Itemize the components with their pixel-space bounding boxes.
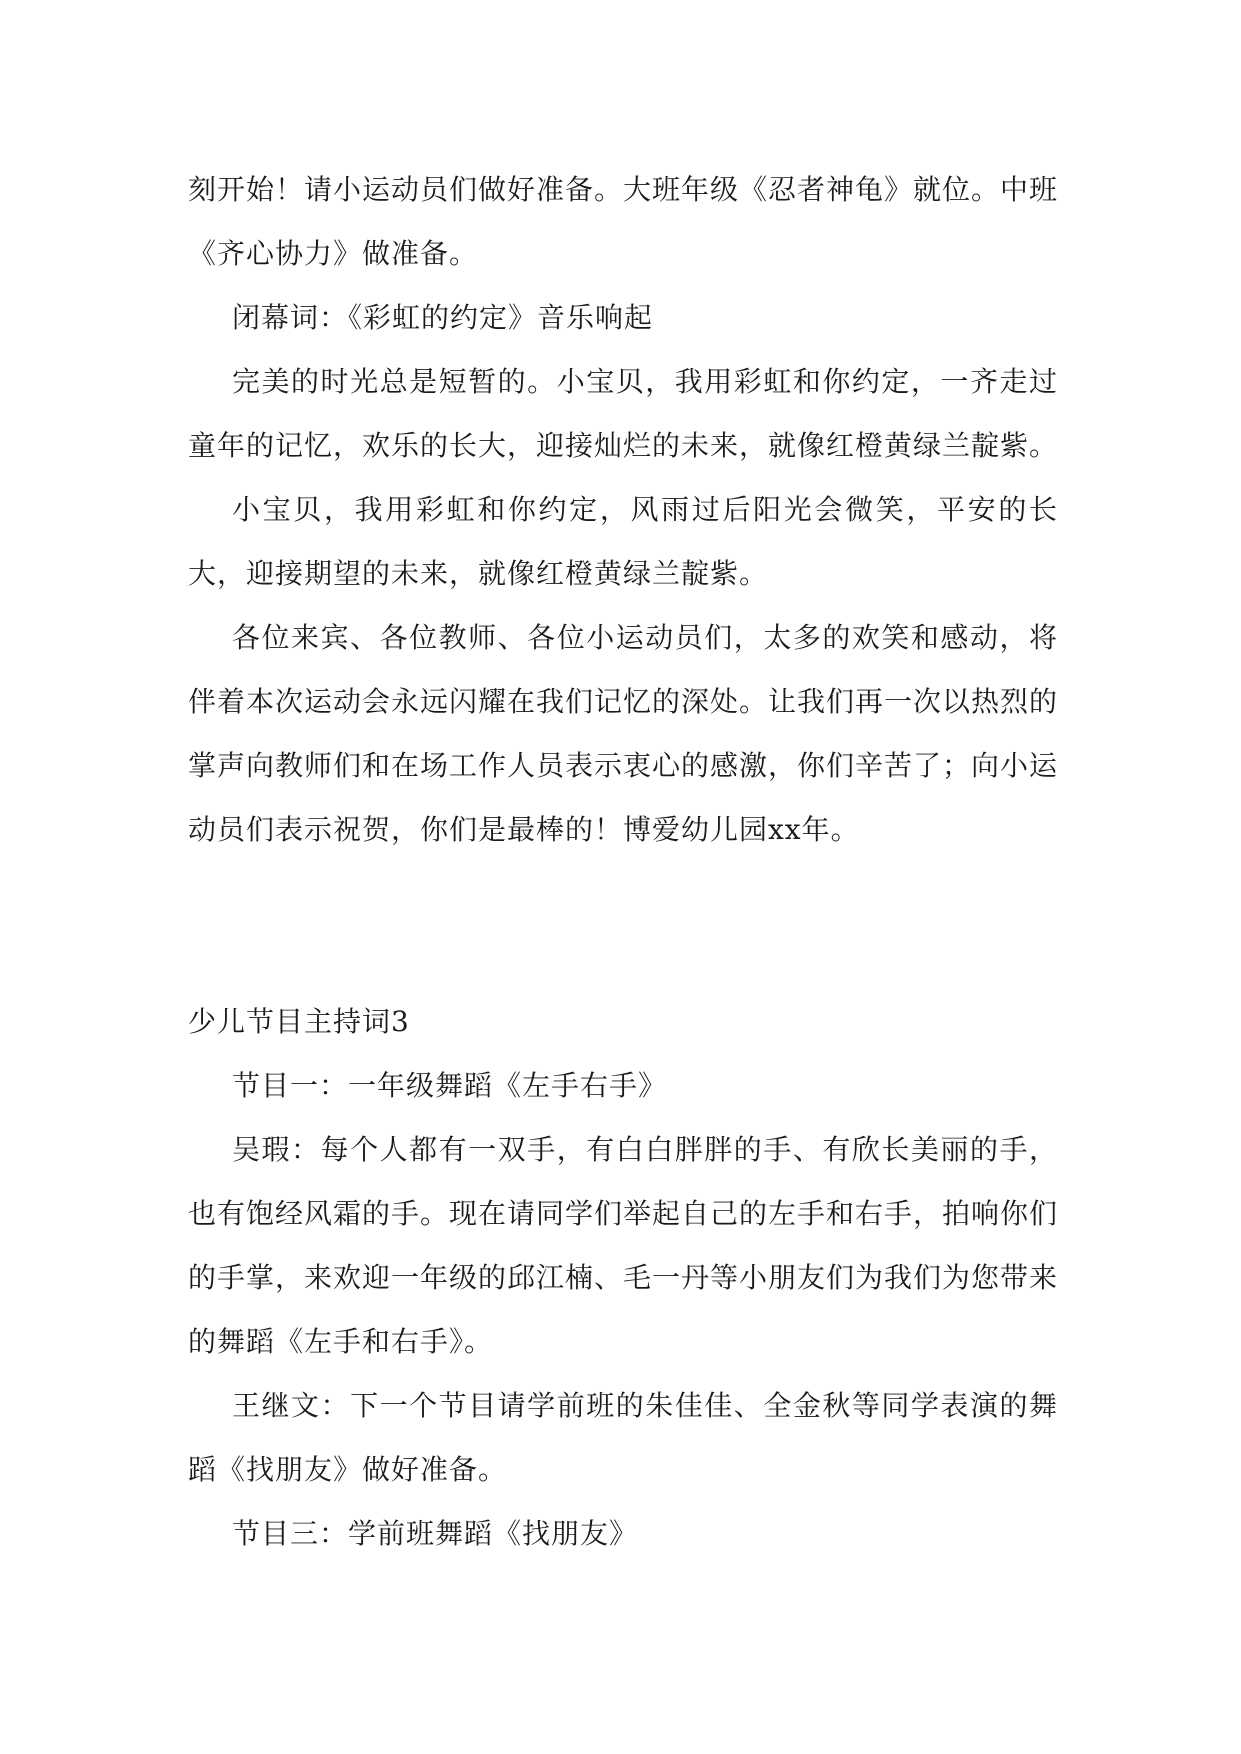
- paragraph-closing-heading: 闭幕词：《彩虹的约定》音乐响起: [232, 301, 654, 334]
- paragraph-rainbow-2: 小宝贝，我用彩虹和你约定，风雨过后阳光会微笑，平安的长大，迎接期望的未来，就像红橙黄绿兰靛紫。: [188, 493, 1058, 590]
- paragraph-program-1: 节目一：一年级舞蹈《左手右手》: [232, 1069, 668, 1102]
- section-gap: [188, 862, 1058, 990]
- document-body: [188, 158, 1058, 1566]
- paragraph-host-wangjiwen: 王继文：下一个节目请学前班的朱佳佳、全金秋等同学表演的舞蹈《找朋友》做好准备。: [188, 1389, 1058, 1486]
- paragraph-host-wuxia: 吴瑕：每个人都有一双手，有白白胖胖的手、有欣长美丽的手，也有饱经风霜的手。现在请同学们举起自己的左手和右手，拍响你们的手掌，来欢迎一年级的邱江楠、毛一丹等小朋友们为我们为您带来的舞蹈《左手和右手》。: [188, 1133, 1059, 1358]
- paragraph-thanks: 各位来宾、各位教师、各位小运动员们，太多的欢笑和感动，将伴着本次运动会永远闪耀在我们记忆的深处。让我们再一次以热烈的掌声向教师们和在场工作人员表示衷心的感激，你们辛苦了；向小运动员们表示祝贺，你们是最棒的！博爱幼儿园xx年。: [188, 621, 1059, 846]
- paragraph-program-3: 节目三：学前班舞蹈《找朋友》: [232, 1517, 639, 1550]
- paragraph-continuation: 刻开始！请小运动员们做好准备。大班年级《忍者神龟》就位。中班《齐心协力》做准备。: [188, 173, 1059, 270]
- paragraph-rainbow-1: 完美的时光总是短暂的。小宝贝，我用彩虹和你约定，一齐走过童年的记忆，欢乐的长大，迎接灿烂的未来，就像红橙黄绿兰靛紫。: [188, 365, 1059, 462]
- section-title: 少儿节目主持词3: [188, 1005, 410, 1038]
